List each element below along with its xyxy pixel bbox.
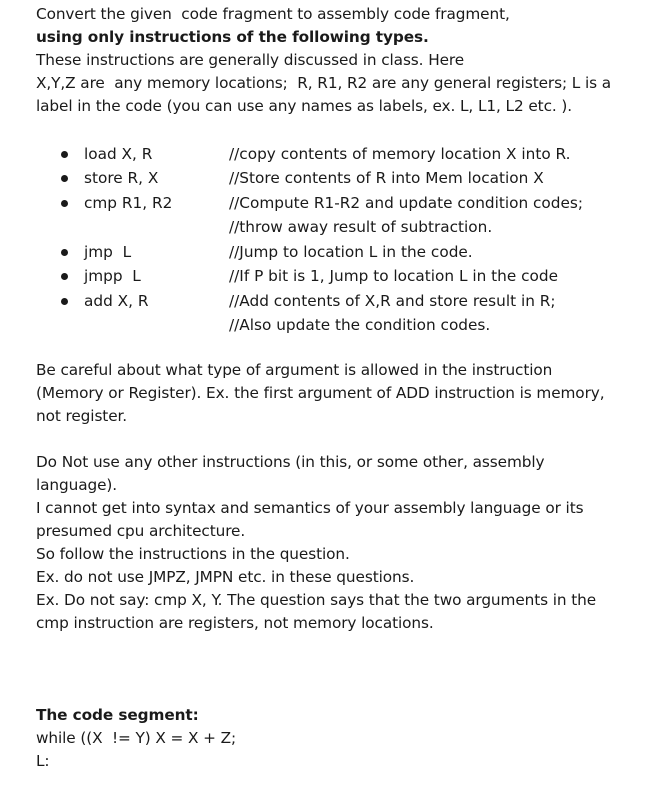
instruction-text: store R, X — [84, 169, 159, 187]
rules-line-7: Ex. Do not say: cmp X, Y. The question says that the two arguments in the — [36, 591, 597, 609]
bullet-icon — [61, 298, 68, 305]
intro-line-2-bold: using only instructions of the following types. — [36, 28, 429, 46]
instruction-row — [0, 289, 650, 313]
instruction-comment: //Also update the condition codes. — [229, 316, 491, 334]
rules-line-3: I cannot get into syntax and semantics of your assembly language or its — [36, 499, 584, 517]
careful-line-1: Be careful about what type of argument is allowed in the instruction — [36, 361, 553, 379]
instruction-comment: //Compute R1-R2 and update condition codes; — [229, 194, 584, 212]
careful-line-3: not register. — [36, 407, 128, 425]
bullet-icon — [61, 273, 68, 280]
instruction-text: load X, R — [84, 145, 153, 163]
careful-line-2: (Memory or Register). Ex. the first argument of ADD instruction is memory, — [36, 384, 605, 402]
instruction-text: add X, R — [84, 292, 149, 310]
rules-line-8: cmp instruction are registers, not memory locations. — [36, 614, 434, 632]
rules-line-1: Do Not use any other instructions (in this, or some other, assembly — [36, 453, 545, 471]
code-line-1: while ((X != Y) X = X + Z; — [36, 729, 237, 747]
code-line-2: L: — [36, 752, 50, 770]
instruction-comment: //Jump to location L in the code. — [229, 243, 473, 261]
instruction-row — [0, 191, 650, 215]
instruction-text: jmpp L — [84, 267, 141, 285]
instruction-row — [0, 166, 650, 190]
instruction-text: cmp R1, R2 — [84, 194, 173, 212]
instruction-continuation-row — [0, 215, 650, 239]
instruction-text: jmp L — [84, 243, 132, 261]
instruction-row — [0, 240, 650, 264]
code-heading: The code segment: — [36, 706, 199, 724]
bullet-icon — [61, 249, 68, 256]
rules-line-6: Ex. do not use JMPZ, JMPN etc. in these questions. — [36, 568, 415, 586]
instruction-row — [0, 264, 650, 288]
bullet-icon — [61, 175, 68, 182]
rules-line-5: So follow the instructions in the question. — [36, 545, 350, 563]
instruction-comment: //If P bit is 1, Jump to location L in the code — [229, 267, 559, 285]
intro-line-4: X,Y,Z are any memory locations; R, R1, R2 are any general registers; L is a — [36, 74, 612, 92]
bullet-icon — [61, 200, 68, 207]
intro-line-1: Convert the given code fragment to assembly code fragment, — [36, 5, 510, 23]
instruction-comment: //copy contents of memory location X into R. — [229, 145, 571, 163]
instruction-row — [0, 142, 650, 166]
instruction-comment: //throw away result of subtraction. — [229, 218, 493, 236]
bullet-icon — [61, 151, 68, 158]
instruction-comment: //Store contents of R into Mem location X — [229, 169, 544, 187]
intro-line-3: These instructions are generally discussed in class. Here — [36, 51, 465, 69]
rules-line-2: language). — [36, 476, 118, 494]
instruction-comment: //Add contents of X,R and store result in R; — [229, 292, 556, 310]
instruction-continuation-row — [0, 313, 650, 337]
intro-line-5: label in the code (you can use any names as labels, ex. L, L1, L2 etc. ). — [36, 97, 573, 115]
rules-line-4: presumed cpu architecture. — [36, 522, 246, 540]
